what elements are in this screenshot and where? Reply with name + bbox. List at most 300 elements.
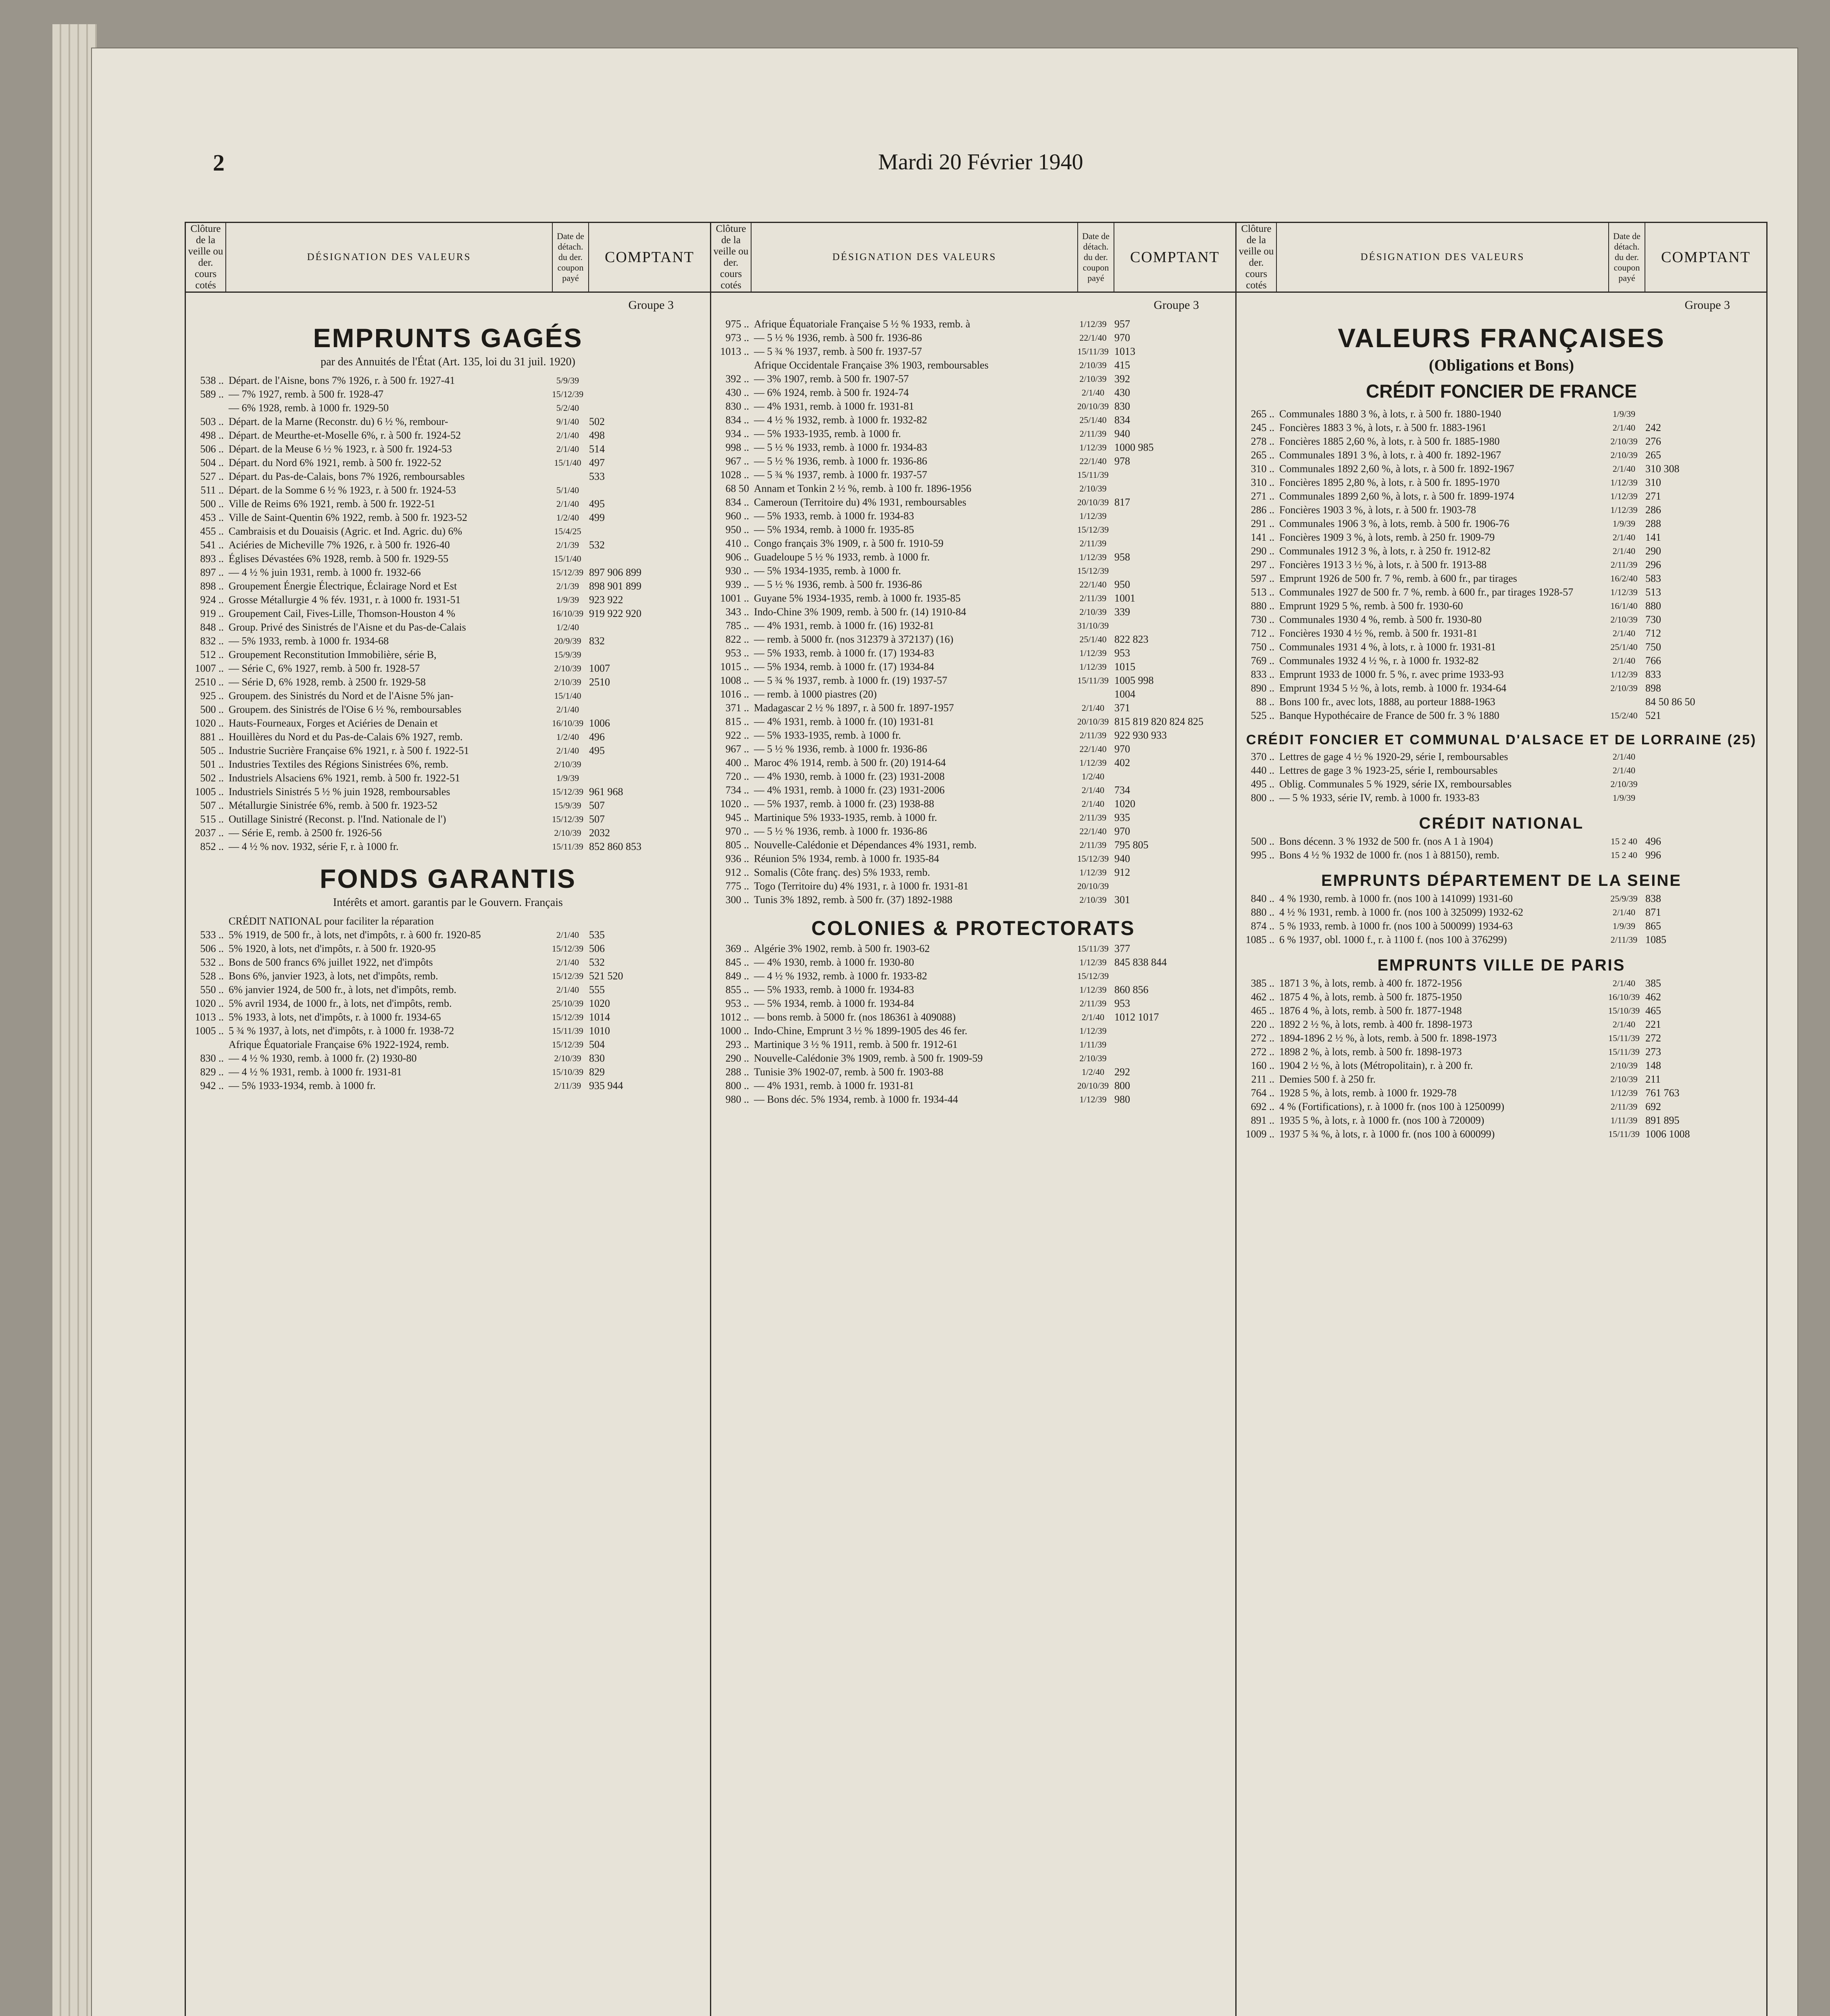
- closing-price: 1085 ..: [1245, 934, 1274, 946]
- coupon-date: 2/1/40: [1612, 464, 1636, 474]
- closing-price: 898 ..: [200, 580, 224, 592]
- cash-price: 273: [1645, 1046, 1661, 1058]
- coupon-date: 1/12/39: [1610, 587, 1638, 597]
- table-row: [1237, 892, 1766, 905]
- coupon-date: 15/12/39: [552, 567, 584, 577]
- security-name: — 5% 1933, remb. à 1000 fr. 1934-68: [229, 635, 389, 647]
- coupon-date: 15/10/39: [552, 1067, 584, 1077]
- security-name: Départ. de la Marne (Reconstr. du) 6 ½ %, rembour-: [229, 416, 448, 427]
- cash-price: 265: [1645, 449, 1661, 461]
- cash-price: 961 968: [589, 786, 623, 798]
- table-row: [186, 703, 710, 716]
- security-name: Guyane 5% 1934-1935, remb. à 1000 fr. 1935-85: [754, 592, 961, 604]
- security-name: Communales 1880 3 %, à lots, r. à 500 fr. 1880-1940: [1279, 408, 1501, 420]
- closing-price: 874 ..: [1251, 920, 1274, 932]
- table-row: [711, 647, 1235, 659]
- cash-price: 996: [1645, 849, 1661, 861]
- security-name: Emprunt 1933 de 1000 fr. 5 %, r. avec prime 1933-93: [1279, 669, 1504, 680]
- closing-price: 880 ..: [1251, 600, 1274, 612]
- security-name: Foncières 1913 3 ½ %, à lots, r. à 500 fr. 1913-88: [1279, 559, 1487, 571]
- security-name: Départ. du Nord 6% 1921, remb. à 500 fr. 1922-52: [229, 457, 441, 469]
- cash-price: 950: [1114, 579, 1130, 590]
- header-comptant: COMPTANT: [1130, 249, 1220, 266]
- cash-price: 1020: [1114, 798, 1135, 810]
- coupon-date: 2/10/39: [1079, 374, 1107, 384]
- security-name: — 5 ¾ % 1937, remb. à 500 fr. 1937-57: [754, 346, 922, 357]
- table-row: [711, 997, 1235, 1010]
- cash-price: 290: [1645, 545, 1661, 557]
- security-name: — Série D, 6% 1928, remb. à 2500 fr. 1929-58: [229, 676, 426, 688]
- security-name: 5 % 1933, remb. à 1000 fr. (nos 100 à 500099) 1934-63: [1279, 920, 1513, 932]
- closing-price: 288 ..: [725, 1066, 749, 1078]
- table-row: [711, 455, 1235, 467]
- closing-price: 833 ..: [1251, 669, 1274, 680]
- table-row: [711, 756, 1235, 769]
- security-name: 5 ¾ % 1937, à lots, net d'impôts, r. à 1000 fr. 1938-72: [229, 1025, 454, 1037]
- coupon-date: 2/10/39: [1079, 607, 1107, 617]
- coupon-date: 15/11/39: [1077, 943, 1109, 954]
- closing-price: [711, 359, 752, 371]
- closing-price: 371 ..: [725, 702, 749, 714]
- closing-price: 750 ..: [1251, 641, 1274, 653]
- coupon-date: 2/10/39: [1079, 1053, 1107, 1063]
- table-row: [1237, 778, 1766, 790]
- closing-price: 245 ..: [1251, 422, 1274, 433]
- header-designation: DÉSIGNATION DES VALEURS: [752, 223, 1078, 292]
- coupon-date: 2/11/39: [1079, 429, 1107, 439]
- security-name: Banque Hypothécaire de France de 500 fr. 3 % 1880: [1279, 710, 1499, 721]
- coupon-date: 1/12/39: [1610, 669, 1638, 679]
- table-row: [1237, 1087, 1766, 1099]
- cash-price: [1111, 469, 1235, 481]
- cash-price: 276: [1645, 435, 1661, 447]
- cash-price: [1111, 1025, 1235, 1037]
- header-comptant: COMPTANT: [605, 249, 694, 266]
- security-name: 1871 3 %, à lots, remb. à 400 fr. 1872-1956: [1279, 977, 1462, 989]
- security-name: 1894-1896 2 ½ %, à lots, remb. à 500 fr. 1898-1973: [1279, 1032, 1497, 1044]
- security-name: — 4 ½ % 1932, remb. à 1000 fr. 1933-82: [754, 970, 927, 982]
- cash-price: 958: [1114, 551, 1130, 563]
- table-row: [711, 674, 1235, 687]
- table-row: [186, 1066, 710, 1078]
- table-row: [711, 592, 1235, 604]
- security-name: Grosse Métallurgie 4 % fév. 1931, r. à 1000 fr. 1931-51: [229, 594, 461, 606]
- closing-price: 769 ..: [1251, 655, 1274, 666]
- header-date: Date de détach. du der. coupon payé: [1078, 223, 1114, 292]
- security-name: — 7% 1927, remb. à 500 fr. 1928-47: [229, 388, 384, 400]
- coupon-date: 5/2/40: [556, 403, 579, 413]
- closing-price: 538 ..: [200, 375, 224, 386]
- security-name: Communales 1892 2,60 %, à lots, r. à 500 fr. 1892-1967: [1279, 463, 1514, 475]
- coupon-date: 16/1/40: [1610, 601, 1638, 611]
- coupon-date: 1/12/39: [1079, 758, 1107, 768]
- coupon-date: 25/1/40: [1079, 634, 1107, 644]
- security-name: — 5% 1937, remb. à 1000 fr. (23) 1938-88: [754, 798, 934, 810]
- table-row: [1237, 750, 1766, 763]
- page-date: Mardi 20 Février 1940: [878, 150, 1083, 175]
- security-name: Demies 500 f. à 250 fr.: [1279, 1073, 1376, 1085]
- closing-price: 815 ..: [725, 716, 749, 727]
- closing-price: 897 ..: [200, 566, 224, 578]
- table-row: [711, 564, 1235, 577]
- coupon-date: 2/1/40: [1612, 656, 1636, 666]
- coupon-date: 2/1/40: [556, 746, 579, 756]
- table-row: [711, 702, 1235, 714]
- security-name: Foncières 1903 3 %, à lots, r. à 500 fr. 1903-78: [1279, 504, 1476, 516]
- security-name: — 5 ½ % 1936, remb. à 500 fr. 1936-86: [754, 332, 922, 344]
- table-row: [1237, 849, 1766, 861]
- closing-price: 430 ..: [725, 387, 749, 398]
- coupon-date: 15/11/39: [552, 1026, 583, 1036]
- cash-price: 271: [1645, 490, 1661, 502]
- coupon-date: 20/10/39: [1077, 716, 1109, 727]
- security-name: Métallurgie Sinistrée 6%, remb. à 500 fr. 1923-52: [229, 800, 437, 811]
- coupon-date: 25/1/40: [1079, 415, 1107, 425]
- table-row: [186, 566, 710, 579]
- cash-price: 521: [1645, 710, 1661, 721]
- closing-price: 805 ..: [725, 839, 749, 851]
- closing-price: 1005 ..: [195, 1025, 224, 1037]
- table-row: [711, 523, 1235, 536]
- security-name: Martinique 5% 1933-1935, remb. à 1000 fr.: [754, 812, 937, 823]
- cash-price: 495: [589, 498, 605, 510]
- cash-price: 940: [1114, 428, 1130, 439]
- coupon-date: 2/10/39: [1610, 683, 1638, 693]
- coupon-date: 1/12/39: [1079, 985, 1107, 995]
- cash-price: 498: [589, 429, 605, 441]
- closing-price: 953 ..: [725, 647, 749, 659]
- rows-fonds-garantis: [186, 915, 710, 1092]
- table-row: [186, 470, 710, 483]
- closing-price: 1020 ..: [720, 798, 749, 810]
- table-row: [186, 662, 710, 675]
- cash-price: 865: [1645, 920, 1661, 932]
- closing-price: 881 ..: [200, 731, 224, 743]
- table-row: [1237, 627, 1766, 639]
- closing-price: 293 ..: [725, 1039, 749, 1050]
- coupon-date: 2/1/40: [1612, 1019, 1636, 1029]
- security-name: Groupem. des Sinistrés de l'Oise 6 ½ %, remboursables: [229, 704, 462, 715]
- cash-price: 980: [1114, 1093, 1130, 1105]
- coupon-date: [550, 915, 586, 927]
- closing-price: 848 ..: [200, 621, 224, 633]
- cash-price: 496: [589, 731, 605, 743]
- table-row: [186, 956, 710, 968]
- closing-price: 712 ..: [1251, 627, 1274, 639]
- cash-price: 712: [1645, 627, 1661, 639]
- closing-price: [186, 915, 226, 927]
- table-row: [1237, 1073, 1766, 1085]
- closing-price: 286 ..: [1251, 504, 1274, 516]
- table-row: [711, 770, 1235, 783]
- table-row: [711, 414, 1235, 426]
- cash-price: 970: [1114, 332, 1130, 344]
- cash-price: 1000 985: [1114, 442, 1154, 453]
- security-name: Foncières 1909 3 %, à lots, remb. à 250 fr. 1909-79: [1279, 531, 1495, 543]
- coupon-date: 15/11/39: [1608, 1047, 1640, 1057]
- security-name: Bons 4 ½ % 1932 de 1000 fr. (nos 1 à 88150), remb.: [1279, 849, 1499, 861]
- table-row: [1237, 1100, 1766, 1113]
- table-row: [711, 469, 1235, 481]
- cash-price: 1013: [1114, 346, 1135, 357]
- coupon-date: 2/1/39: [556, 581, 579, 591]
- table-row: [711, 537, 1235, 550]
- coupon-date: 1/2/40: [1081, 771, 1105, 781]
- coupon-date: 1/12/39: [1079, 1026, 1107, 1036]
- closing-price: 525 ..: [1251, 710, 1274, 721]
- table-row: [1237, 764, 1766, 777]
- cash-price: 935: [1114, 812, 1130, 823]
- cash-price: [586, 552, 710, 565]
- cash-price: 923 922: [589, 594, 623, 606]
- cash-price: 897 906 899: [589, 566, 641, 578]
- coupon-date: 15/9/39: [554, 800, 581, 810]
- coupon-date: 2/11/39: [1610, 935, 1638, 945]
- coupon-date: 15/2/40: [1610, 710, 1638, 721]
- security-name: Départ. de la Somme 6 ½ % 1923, r. à 500 fr. 1924-53: [229, 484, 456, 496]
- coupon-date: 1/2/40: [556, 732, 579, 742]
- cash-price: 310: [1645, 477, 1661, 488]
- closing-price: 502 ..: [200, 772, 224, 784]
- coupon-date: 1/12/39: [1079, 662, 1107, 672]
- closing-price: 160 ..: [1251, 1060, 1274, 1071]
- cash-price: 1015: [1114, 661, 1135, 673]
- table-row: [1237, 1128, 1766, 1140]
- coupon-date: 2/11/39: [1079, 538, 1107, 548]
- closing-price: 300 ..: [725, 894, 749, 906]
- coupon-date: 16/2/40: [1610, 573, 1638, 583]
- closing-price: 1008 ..: [720, 675, 749, 686]
- cash-price: 141: [1645, 531, 1661, 543]
- coupon-date: 2/1/40: [556, 930, 579, 940]
- table-row: [711, 1052, 1235, 1064]
- closing-price: 310 ..: [1251, 463, 1274, 475]
- cash-price: 940: [1114, 853, 1130, 864]
- table-row: [711, 798, 1235, 810]
- cash-price: 535: [589, 929, 605, 941]
- section-title: EMPRUNTS GAGÉS: [313, 323, 583, 353]
- coupon-date: 2/1/40: [1081, 703, 1105, 713]
- coupon-date: 1/9/39: [1612, 921, 1636, 931]
- security-name: 5% 1920, à lots, net d'impôts, r. à 500 fr. 1920-95: [229, 943, 436, 954]
- table-row: [711, 956, 1235, 968]
- cash-price: 1007: [589, 662, 610, 674]
- cash-price: 830: [589, 1052, 605, 1064]
- coupon-date: 2/10/39: [554, 1053, 581, 1063]
- security-name: Industrie Sucrière Française 6% 1921, r. à 500 f. 1922-51: [229, 745, 469, 756]
- cash-price: 2510: [589, 676, 610, 688]
- cash-price: 385: [1645, 977, 1661, 989]
- header-comptant: COMPTANT: [1661, 249, 1751, 266]
- table-row: [1237, 586, 1766, 598]
- closing-price: 1007 ..: [195, 662, 224, 674]
- coupon-date: 1/12/39: [1079, 552, 1107, 562]
- security-name: Nouvelle-Calédonie et Dépendances 4% 1931, remb.: [754, 839, 977, 851]
- cash-price: 1010: [589, 1025, 610, 1037]
- table-row: [1237, 991, 1766, 1003]
- cash-price: 392: [1114, 373, 1130, 385]
- closing-price: 220 ..: [1251, 1018, 1274, 1030]
- table-row: [711, 893, 1235, 906]
- section-title: FONDS GARANTIS: [320, 864, 576, 893]
- table-row: [711, 427, 1235, 440]
- security-name: — 5 ½ % 1936, remb. à 1000 fr. 1936-86: [754, 455, 927, 467]
- table-row: [711, 825, 1235, 837]
- cash-price: 242: [1645, 422, 1661, 433]
- security-name: — 4 ½ % 1932, remb. à 1000 fr. 1932-82: [754, 414, 927, 426]
- cash-price: 734: [1114, 784, 1130, 796]
- closing-price: 953 ..: [725, 998, 749, 1009]
- closing-price: 939 ..: [725, 579, 749, 590]
- table-row: [1237, 408, 1766, 420]
- closing-price: 291 ..: [1251, 518, 1274, 529]
- table-row: [186, 970, 710, 982]
- security-name: 1898 2 %, à lots, remb. à 500 fr. 1898-1973: [1279, 1046, 1462, 1058]
- header-closing: Clôture de la veille ou der. cours cotés: [1237, 223, 1277, 292]
- table-row: [186, 621, 710, 633]
- coupon-date: 2/1/40: [1081, 387, 1105, 398]
- table-row: [186, 594, 710, 606]
- coupon-date: 1/12/39: [1079, 442, 1107, 452]
- coupon-date: 1/2/40: [556, 512, 579, 523]
- security-name: — 5% 1934, remb. à 1000 fr. 1934-84: [754, 998, 914, 1009]
- closing-price: 845 ..: [725, 956, 749, 968]
- security-name: Algérie 3% 1902, remb. à 500 fr. 1903-62: [754, 943, 930, 954]
- table-row: [1237, 476, 1766, 489]
- security-name: — 5 ¾ % 1937, remb. à 1000 fr. 1937-57: [754, 469, 927, 481]
- security-name: Réunion 5% 1934, remb. à 1000 fr. 1935-84: [754, 853, 939, 864]
- table-row: [711, 715, 1235, 728]
- coupon-date: 2/11/39: [1079, 812, 1107, 823]
- cash-price: [1111, 1038, 1235, 1051]
- security-name: Départ. de Meurthe-et-Moselle 6%, r. à 500 fr. 1924-52: [229, 429, 461, 441]
- rows-colonial-loans: [711, 318, 1235, 906]
- cash-price: [1111, 970, 1235, 982]
- section-title: EMPRUNTS VILLE DE PARIS: [1377, 956, 1626, 974]
- coupon-date: 15/11/39: [1077, 675, 1109, 685]
- cash-price: [586, 915, 710, 927]
- closing-price: 834 ..: [725, 414, 749, 426]
- closing-price: 1015 ..: [720, 661, 749, 673]
- security-name: Tunis 3% 1892, remb. à 500 fr. (37) 1892-1988: [754, 894, 953, 906]
- security-name: Bons de 500 francs 6% juillet 1922, net d'impôts: [229, 956, 433, 968]
- table-row: [186, 1025, 710, 1037]
- cash-price: 891 895: [1645, 1114, 1680, 1126]
- coupon-date: 22/1/40: [1079, 456, 1107, 466]
- table-row: [711, 1025, 1235, 1037]
- security-name: — 3% 1907, remb. à 500 fr. 1907-57: [754, 373, 909, 385]
- coupon-date: 2/1/40: [556, 957, 579, 967]
- coupon-date: 15/11/39: [1608, 1033, 1640, 1043]
- cash-price: 507: [589, 813, 605, 825]
- table-row: [711, 970, 1235, 982]
- cash-price: 499: [589, 512, 605, 523]
- coupon-date: 2/1/40: [1081, 1012, 1105, 1022]
- closing-price: 533 ..: [200, 929, 224, 941]
- security-name: Départ. de la Meuse 6 ½ % 1923, r. à 500 fr. 1924-53: [229, 443, 452, 455]
- table-row: [1237, 600, 1766, 612]
- coupon-date: 20/10/39: [1077, 497, 1109, 507]
- table-row: [186, 648, 710, 661]
- security-name: Communales 1932 4 ½ %, r. à 1000 fr. 1932-82: [1279, 655, 1479, 666]
- coupon-date: 1/2/40: [556, 622, 579, 632]
- coupon-date: 1/12/39: [1079, 511, 1107, 521]
- cash-price: 970: [1114, 743, 1130, 755]
- security-name: Congo français 3% 1909, r. à 500 fr. 1910-59: [754, 537, 944, 549]
- security-name: Groupement Reconstitution Immobilière, série B,: [229, 649, 437, 660]
- table-row: [186, 484, 710, 496]
- coupon-date: 1/9/39: [1612, 793, 1636, 803]
- cash-price: 2032: [589, 827, 610, 839]
- security-name: Communales 1906 3 %, à lots, remb. à 500 fr. 1906-76: [1279, 518, 1509, 529]
- table-row: [711, 942, 1235, 955]
- security-name: Afrique Équatoriale Française 6% 1922-1924, remb.: [229, 1039, 449, 1050]
- security-name: Groupement Énergie Électrique, Éclairage Nord et Est: [229, 580, 457, 592]
- security-name: Foncières 1930 4 ½ %, remb. à 500 fr. 1931-81: [1279, 627, 1478, 639]
- security-name: — 5 ½ % 1936, remb. à 500 fr. 1936-86: [754, 579, 922, 590]
- closing-price: 1013 ..: [720, 346, 749, 357]
- security-name: — 5% 1933, remb. à 1000 fr. 1934-83: [754, 984, 914, 996]
- table-row: [1237, 517, 1766, 530]
- table-row: [186, 429, 710, 442]
- table-row: [186, 443, 710, 455]
- security-name: Indo-Chine 3% 1909, remb. à 500 fr. (14) 1910-84: [754, 606, 966, 618]
- security-name: Bons décenn. 3 % 1932 de 500 fr. (nos A 1 à 1904): [1279, 835, 1493, 847]
- security-name: Ville de Saint-Quentin 6% 1922, remb. à 500 fr. 1923-52: [229, 512, 467, 523]
- cash-price: 832: [589, 635, 605, 647]
- table-row: [711, 633, 1235, 646]
- table-row: [1237, 1018, 1766, 1031]
- security-name: Foncières 1883 3 %, à lots, r. à 500 fr. 1883-1961: [1279, 422, 1487, 433]
- cash-price: 583: [1645, 573, 1661, 584]
- coupon-date: 1/12/39: [1079, 648, 1107, 658]
- security-name: 1892 2 ½ %, à lots, remb. à 400 fr. 1898-1973: [1279, 1018, 1472, 1030]
- closing-price: 849 ..: [725, 970, 749, 982]
- coupon-date: 15/12/39: [552, 943, 584, 954]
- table-row: [711, 1066, 1235, 1078]
- cash-price: [1111, 770, 1235, 783]
- closing-price: 832 ..: [200, 635, 224, 647]
- closing-price: 830 ..: [200, 1052, 224, 1064]
- security-name: Indo-Chine, Emprunt 3 ½ % 1899-1905 des 46 fer.: [754, 1025, 968, 1037]
- coupon-date: 2/1/40: [556, 444, 579, 454]
- coupon-date: 2/11/39: [554, 1081, 581, 1091]
- cash-price: 935 944: [589, 1080, 623, 1091]
- closing-price: 440 ..: [1251, 764, 1274, 776]
- rows-credit-national: [1237, 835, 1766, 861]
- security-name: — 5% 1933-1934, remb. à 1000 fr.: [229, 1080, 376, 1091]
- cash-price: 1006: [589, 717, 610, 729]
- security-name: 5% avril 1934, de 1000 fr., à lots, net d'impôts, remb.: [229, 998, 452, 1009]
- table-row: [186, 731, 710, 743]
- security-name: Hauts-Fourneaux, Forges et Aciéries de Denain et: [229, 717, 438, 729]
- table-row: [186, 744, 710, 757]
- coupon-date: 15/1/40: [554, 458, 581, 468]
- cash-price: 845 838 844: [1114, 956, 1167, 968]
- closing-price: 891 ..: [1251, 1114, 1274, 1126]
- closing-price: 453 ..: [200, 512, 224, 523]
- cash-price: 301: [1114, 894, 1130, 906]
- cash-price: [586, 388, 710, 400]
- security-name: Bons 100 fr., avec lots, 1888, au porteur 1888-1963: [1279, 696, 1495, 708]
- security-name: Group. Privé des Sinistrés de l'Aisne et du Pas-de-Calais: [229, 621, 466, 633]
- coupon-date: 16/10/39: [1608, 992, 1640, 1002]
- security-name: Nouvelle-Calédonie 3% 1909, remb. à 500 fr. 1909-59: [754, 1052, 983, 1064]
- closing-price: 980 ..: [725, 1093, 749, 1105]
- cash-price: 817: [1114, 496, 1130, 508]
- coupon-date: 15/12/39: [1077, 566, 1109, 576]
- coupon-date: 2/1/40: [1612, 752, 1636, 762]
